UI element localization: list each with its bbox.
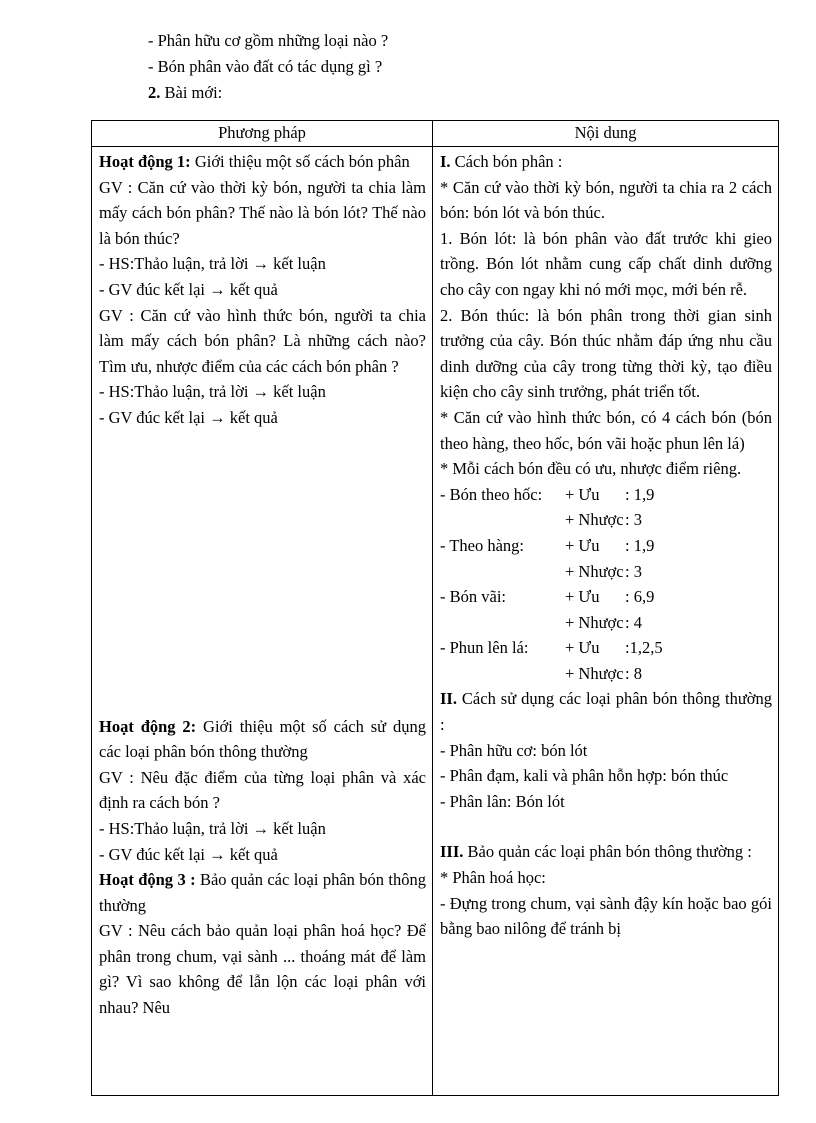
new-lesson-heading [148, 80, 222, 105]
method-pro-value: : 6,9 [625, 587, 655, 607]
method-row [440, 507, 772, 533]
method-name: - Bón vãi: [440, 587, 506, 607]
section-3-text: * Phân hoá học: [440, 868, 546, 888]
activity-3-label: Hoạt động 3 : [99, 870, 196, 890]
activity-1-text: - GV đúc kết lại → kết quả [99, 279, 278, 299]
activity-3-title: Bảo quản các loại phân bón thông thường [99, 870, 426, 915]
spacer [440, 814, 772, 839]
method-pro-value: : 1,9 [625, 535, 655, 555]
method-name: - Theo hàng: [440, 535, 525, 555]
new-lesson-label: Bài mới: [160, 83, 223, 102]
method-con-label: + Nhược [565, 561, 624, 581]
activity-3-heading [99, 867, 426, 918]
review-question-1: - Phân hữu cơ gồm những loại nào ? [148, 31, 389, 50]
section-1-number: I. [440, 152, 451, 171]
method-pro-value: : 1,9 [625, 484, 655, 504]
method-pro-label: + Ưu [565, 535, 600, 555]
activity-1-text: GV : Căn cứ vào hình thức bón, người ta chia làm mấy cách bón phân? Là những cách nào? Tìm ưu, nhược điểm của các cách bón phân ? [99, 305, 426, 376]
section-2-heading [440, 686, 772, 737]
section-1-text: 2. Bón thúc: là bón phân trong thời gian sinh trưởng của cây. Bón thúc nhằm đáp ứng nhu cầu dinh dưỡng của cây trong từng thời kỳ, tạo điều kiện cho cây sinh trưởng, phát triển tốt. [440, 305, 772, 402]
table-body-row [92, 147, 779, 1096]
method-row [440, 559, 772, 585]
activity-1-heading [99, 149, 426, 175]
method-row [440, 661, 772, 687]
lesson-table [91, 120, 779, 1096]
new-lesson-number: 2. [148, 83, 161, 102]
section-3-title: Bảo quản các loại phân bón thông thường : [463, 842, 752, 862]
method-con-label: + Nhược [565, 510, 624, 530]
method-con-value: : 3 [625, 510, 642, 530]
method-pro-label: + Ưu [565, 587, 600, 607]
section-3-text: - Đựng trong chum, vại sành đậy kín hoặc bao gói bằng bao nilông để tránh bị [440, 893, 772, 939]
section-1-heading [440, 149, 772, 175]
activity-1-title: Giới thiệu một số cách bón phân [190, 152, 410, 171]
section-1-text: * Căn cứ vào hình thức bón, có 4 cách bón (bón theo hàng, theo hốc, bón vãi hoặc phun lên lá) [440, 407, 772, 453]
spacer [99, 431, 426, 714]
activity-2-label: Hoạt động 2: [99, 716, 197, 736]
method-row [440, 482, 772, 508]
method-con-value: : 3 [625, 561, 642, 581]
activity-1-text: GV : Căn cứ vào thời kỳ bón, người ta chia làm mấy cách bón phân? Thế nào là bón lót? Thế nào là bón thúc? [99, 177, 426, 248]
header-content: Nội dung [433, 121, 779, 147]
table-header-row [92, 121, 779, 147]
activity-1-text: - HS:Thảo luận, trả lời → kết luận [99, 254, 326, 274]
method-con-label: + Nhược [565, 612, 624, 632]
activity-3-text: GV : Nêu cách bảo quản loại phân hoá học? Để phân trong chum, vại sành ... thoáng mát để làm gì? Vì sao không để lẫn lộn các loại phân với nhau? Nêu [99, 921, 426, 1018]
section-3-number: III. [440, 842, 464, 862]
section-1-text: 1. Bón lót: là bón phân vào đất trước khi gieo trồng. Bón lót nhằm cung cấp chất dinh dưỡng cho cây con ngay khi nó mới mọc, mới bén rễ. [440, 228, 772, 299]
activity-2-text: - GV đúc kết lại → kết quả [99, 844, 278, 864]
section-3-heading [440, 839, 772, 865]
method-con-label: + Nhược [565, 663, 624, 683]
method-pro-label: + Ưu [565, 484, 600, 504]
method-row [440, 533, 772, 559]
section-1-text: * Căn cứ vào thời kỳ bón, người ta chia ra 2 cách bón: bón lót và bón thúc. [440, 177, 772, 223]
section-2-title: Cách sử dụng các loại phân bón thông thường : [440, 689, 772, 735]
activity-2-text: GV : Nêu đặc điểm của từng loại phân và xác định ra cách bón ? [99, 767, 426, 813]
method-row [440, 635, 772, 661]
activity-1-text: - HS:Thảo luận, trả lời → kết luận [99, 382, 326, 402]
section-2-text: - Phân hữu cơ: bón lót [440, 740, 588, 760]
method-row [440, 610, 772, 636]
section-2-number: II. [440, 689, 457, 709]
method-name: - Phun lên lá: [440, 638, 529, 658]
review-question-2: - Bón phân vào đất có tác dụng gì ? [148, 57, 383, 76]
section-1-title: Cách bón phân : [450, 152, 563, 171]
method-con-value: : 4 [625, 612, 642, 632]
section-2-text: - Phân đạm, kali và phân hỗn hợp: bón thúc [440, 766, 729, 786]
section-1-text: * Mỗi cách bón đều có ưu, nhược điểm riêng. [440, 459, 742, 479]
content-column [433, 147, 779, 1096]
method-row [440, 584, 772, 610]
method-name: - Bón theo hốc: [440, 484, 543, 504]
activity-2-heading [99, 714, 426, 765]
section-2-text: - Phân lân: Bón lót [440, 791, 565, 811]
header-method: Phương pháp [92, 121, 433, 147]
activity-2-title: Giới thiệu một số cách sử dụng các loại phân bón thông thường [99, 716, 426, 762]
method-pro-value: :1,2,5 [625, 638, 663, 658]
method-pro-label: + Ưu [565, 638, 600, 658]
activity-1-text: - GV đúc kết lại → kết quả [99, 407, 278, 427]
method-column [92, 147, 433, 1096]
activity-2-text: - HS:Thảo luận, trả lời → kết luận [99, 818, 326, 838]
activity-1-label: Hoạt động 1: [99, 152, 191, 171]
method-con-value: : 8 [625, 663, 642, 683]
